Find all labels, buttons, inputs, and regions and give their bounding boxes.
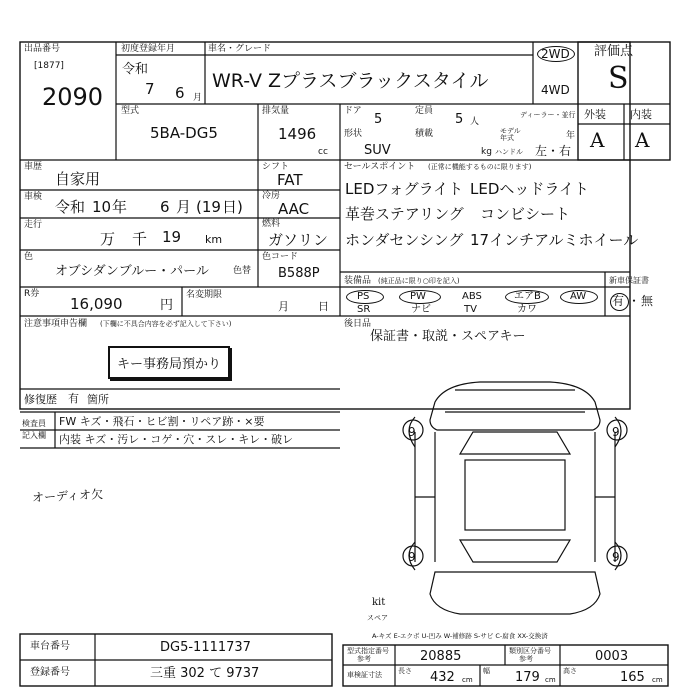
type-designation-label-1: 型式指定番号 — [347, 647, 389, 655]
height-unit: cm — [652, 676, 663, 684]
lot-number: 2090 — [42, 83, 104, 111]
car-name-label: 車名・グレード — [208, 44, 272, 54]
tire-mark-fl: 9 — [408, 425, 416, 439]
equipment-pw: PW — [410, 291, 426, 302]
capacity-value: 5 — [455, 112, 464, 127]
model-year-unit: 年 — [566, 131, 576, 141]
color-code-label: 色コード — [262, 252, 299, 262]
dimensions-label: 車検証寸法 — [347, 671, 382, 679]
lot-label: 出品番号 — [24, 44, 61, 54]
equipment-leather: カワ — [517, 304, 537, 315]
repair-label: 修復歴 — [24, 393, 57, 406]
title-deadline-month: 月 — [278, 300, 289, 313]
spare-label: スペア — [367, 614, 388, 622]
width-value: 179 — [515, 670, 540, 685]
documents-label: 後日品 — [344, 319, 372, 329]
drive-other: 4WD — [541, 83, 570, 97]
spare-mark: kit — [372, 597, 386, 608]
shift-value: FAT — [277, 171, 303, 189]
equipment-airbag: エアB — [514, 291, 541, 302]
inspection-year-unit: 年 — [112, 198, 128, 216]
sales-point-5: ホンダセンシング — [345, 231, 464, 249]
tire-mark-rl: 9 — [408, 550, 416, 564]
type-designation-value: 20885 — [420, 649, 462, 664]
mileage-label: 走行 — [24, 220, 43, 230]
load-unit: kg — [481, 147, 492, 157]
chassis-value: DG5-1111737 — [160, 640, 251, 655]
notice-label: 注意事項申告欄 — [24, 319, 88, 329]
model-label: 型式 — [121, 106, 140, 116]
load-label: 積載 — [415, 129, 434, 139]
inspector-label-1: 検査員 — [22, 419, 46, 428]
handwritten-note: オーディオ欠 — [31, 487, 104, 505]
rating-interior-label: 内装 — [630, 108, 652, 121]
equipment-note: (純正品に限り○印を記入) — [378, 277, 460, 285]
inspection-day: (19 — [196, 198, 221, 216]
mileage-unit: km — [205, 233, 223, 246]
warranty-yes: 有 — [612, 294, 625, 308]
height-value: 165 — [620, 670, 645, 685]
handle-value: 左・右 — [535, 144, 572, 158]
sales-points-note: (正常に機能するものに限ります) — [428, 163, 532, 171]
repair-unit: 箇所 — [87, 393, 109, 406]
tire-mark-fr: 9 — [612, 425, 620, 439]
tire-mark-rr: 9 — [612, 550, 620, 564]
body-shape-label: 形状 — [344, 129, 363, 139]
displacement-value: 1496 — [278, 125, 317, 143]
usage-value: 自家用 — [55, 170, 101, 188]
body-shape-value: SUV — [364, 143, 391, 158]
capacity-unit: 人 — [470, 117, 480, 127]
damage-legend: A-キズ E-エクボ U-凹み W-補修跡 S-サビ C-腐食 XX-交換済 — [372, 632, 548, 640]
length-label: 長さ — [398, 667, 412, 675]
fuel-label: 燃料 — [262, 219, 281, 229]
repair-value: 有 — [68, 392, 79, 405]
chassis-label: 車台番号 — [30, 641, 70, 652]
mileage-value: 19 — [162, 228, 182, 246]
rating-label: 評価点 — [594, 44, 634, 59]
sales-point-3: 革巻ステアリング — [345, 205, 464, 223]
registration-era: 令和 — [122, 62, 149, 77]
model-year-label: モデル年式 — [500, 127, 521, 142]
registration-year: 7 — [145, 80, 155, 98]
inspection-day-unit: 日) — [222, 198, 243, 216]
drive-selected: 2WD — [541, 47, 570, 61]
doors-value: 5 — [374, 112, 383, 127]
key-office-stamp: キー事務局預かり — [108, 346, 230, 379]
title-deadline-day: 日 — [318, 300, 329, 313]
sales-point-1: LEDフォグライト — [345, 180, 464, 198]
inspection-year: 10 — [92, 198, 112, 216]
documents-value: 保証書・取説・スペアキー — [370, 329, 526, 344]
lot-sub: [1877] — [34, 61, 64, 71]
ac-label: 冷房 — [262, 191, 281, 201]
capacity-label: 定員 — [415, 106, 434, 116]
equipment-ps: PS — [357, 291, 370, 302]
fuel-value: ガソリン — [268, 231, 329, 249]
equipment-sr: SR — [357, 304, 371, 315]
recycle-label: R券 — [24, 289, 40, 299]
registration-label: 初度登録年月 — [121, 44, 176, 54]
length-value: 432 — [430, 670, 455, 685]
equipment-aw: AW — [570, 291, 587, 302]
color-change-label: 色替 — [233, 266, 252, 276]
class-number-label-1: 類別区分番号 — [509, 647, 551, 655]
registration-month-unit: 月 — [193, 93, 203, 103]
sales-point-6: 17インチアルミホイール — [470, 231, 639, 249]
warranty-no: 無 — [641, 294, 654, 308]
dealer-label: ディーラー・並行 — [520, 111, 576, 119]
title-deadline-label: 名変期限 — [186, 290, 223, 300]
mileage-sen: 千 — [132, 230, 148, 248]
mileage-man: 万 — [100, 230, 116, 248]
color-label: 色 — [24, 252, 34, 262]
type-designation-label-2: 参考 — [357, 655, 371, 663]
notice-note: (下欄に不具合内容を必ず記入して下さい) — [100, 320, 232, 328]
equipment-abs: ABS — [462, 291, 482, 302]
shift-label: シフト — [262, 162, 290, 172]
class-number-label-2: 参考 — [519, 655, 533, 663]
inspector-label-2: 記入欄 — [22, 431, 46, 440]
sales-point-4: コンビシート — [480, 205, 571, 223]
displacement-label: 排気量 — [262, 106, 290, 116]
rating-exterior-label: 外装 — [584, 108, 606, 121]
inspection-era: 令和 — [55, 198, 86, 216]
ac-value: AAC — [278, 200, 310, 218]
length-unit: cm — [462, 676, 473, 684]
inspector-line-2: 内装 キズ・汚レ・コゲ・穴・スレ・キレ・破レ — [59, 433, 294, 446]
inspection-month: 6 — [160, 198, 170, 216]
inspection-label: 車検 — [24, 192, 43, 202]
inspection-month-unit: 月 — [176, 198, 192, 216]
recycle-unit: 円 — [160, 298, 174, 313]
rating-interior: A — [635, 128, 650, 152]
equipment-tv: TV — [464, 304, 477, 315]
plate-value: 三重 302 て 9737 — [150, 666, 260, 681]
warranty-dot: ・ — [628, 294, 641, 308]
sales-points-label: セールスポイント — [344, 162, 416, 172]
car-diagram — [395, 372, 635, 622]
displacement-unit: cc — [318, 147, 328, 157]
handle-label: ハンドル — [495, 148, 523, 156]
width-label: 幅 — [483, 667, 490, 675]
model-value: 5BA-DG5 — [150, 124, 218, 142]
rating-value: S — [608, 61, 629, 96]
usage-label: 車歴 — [24, 162, 43, 172]
rating-exterior: A — [590, 128, 605, 152]
plate-label: 登録番号 — [30, 667, 70, 678]
equipment-navi: ナビ — [411, 304, 431, 315]
height-label: 高さ — [563, 667, 577, 675]
color-value: オブシダンブルー・パール — [55, 264, 209, 279]
inspector-line-1: FW キズ・飛石・ヒビ割・リペア跡・×要 — [59, 415, 265, 428]
car-name-value: WR-V Zプラスブラックスタイル — [212, 70, 489, 92]
width-unit: cm — [545, 676, 556, 684]
sales-point-2: LEDヘッドライト — [470, 180, 589, 198]
registration-month: 6 — [175, 84, 185, 102]
color-code-value: B588P — [278, 266, 320, 281]
equipment-label: 装備品 — [344, 276, 372, 286]
doors-label: ドア — [344, 106, 362, 116]
class-number-value: 0003 — [595, 649, 629, 664]
new-warranty-label: 新車保証書 — [609, 276, 649, 285]
recycle-value: 16,090 — [70, 295, 123, 313]
